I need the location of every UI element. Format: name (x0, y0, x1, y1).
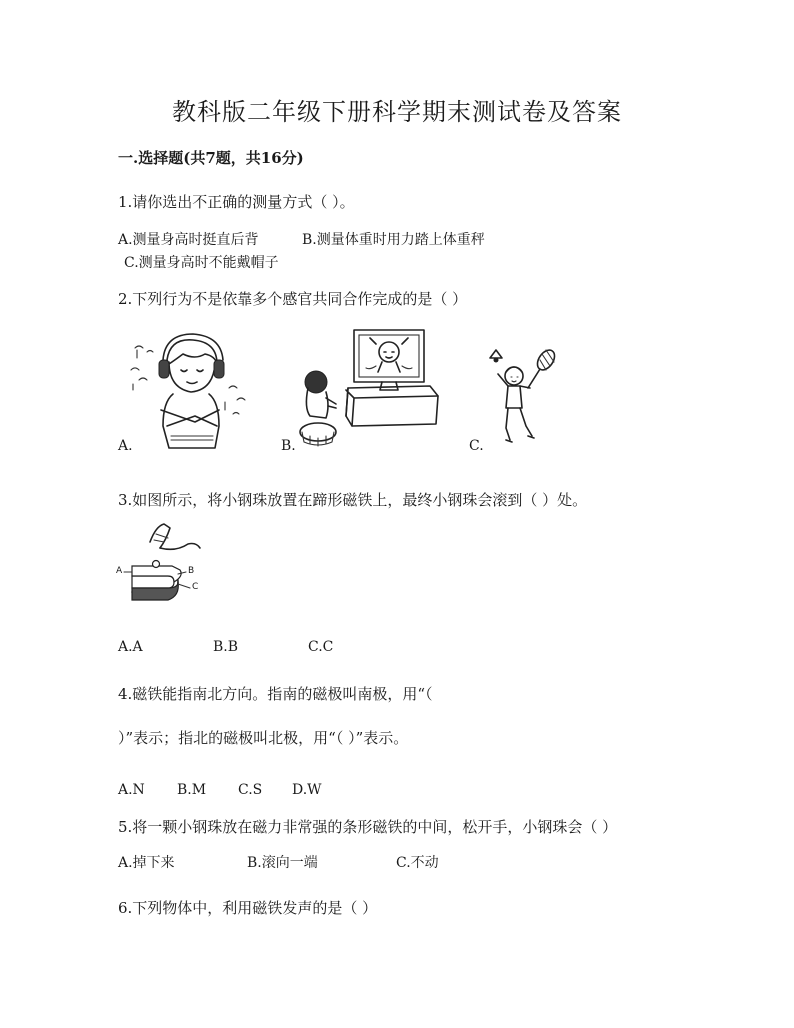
question-3-text: 3.如图所示，将小钢珠放置在蹄形磁铁上，最终小钢珠会滚到（ ）处。 (118, 491, 588, 509)
section-heading: 一.选择题(共7题，共16分) (118, 149, 304, 167)
question-4-option-a: A.N (118, 782, 145, 798)
question-2-option-c: C. (469, 438, 484, 454)
question-5-option-b: B.滚向一端 (247, 855, 318, 871)
question-5-text: 5.将一颗小钢珠放在磁力非常强的条形磁铁的中间，松开手，小钢珠会（ ） (118, 818, 618, 836)
question-1-option-a: A.测量身高时挺直后背 (118, 232, 259, 248)
question-2-text: 2.下列行为不是依靠多个感官共同合作完成的是（ ） (118, 290, 468, 308)
question-4-text-line-1: 4.磁铁能指南北方向。指南的磁极叫南极，用“（ (118, 685, 433, 703)
horseshoe-magnet-with-steel-ball-diagram (116, 520, 216, 612)
magnet-point-a-label: A (116, 566, 123, 576)
question-2-option-a: A. (118, 438, 133, 454)
question-5-option-c: C.不动 (396, 855, 439, 871)
exam-title: 教科版二年级下册科学期末测试卷及答案 (172, 98, 622, 126)
question-5-option-a: A.掉下来 (118, 855, 175, 871)
question-4-option-b: B.M (177, 782, 207, 798)
question-4-text-line-2: ）”表示；指北的磁极叫北极，用“（ ）”表示。 (118, 729, 409, 747)
child-watching-tv-illustration (296, 326, 438, 450)
question-4-option-c: C.S (238, 782, 263, 798)
girl-playing-badminton-illustration (484, 344, 564, 450)
magnet-point-c-label: C (192, 582, 199, 592)
question-3-option-b: B.B (213, 639, 239, 655)
question-6-text: 6.下列物体中，利用磁铁发声的是（ ） (118, 899, 378, 917)
question-3-option-c: C.C (308, 639, 334, 655)
boy-listening-headphones-illustration (125, 330, 250, 452)
question-1-text: 1.请你选出不正确的测量方式（ ）。 (118, 193, 355, 211)
magnet-point-b-label: B (188, 566, 195, 576)
question-4-option-d: D.W (292, 782, 322, 798)
question-1-option-b: B.测量体重时用力踏上体重秤 (302, 232, 485, 248)
question-2-option-b: B. (281, 438, 296, 454)
question-1-option-c: C.测量身高时不能戴帽子 (124, 255, 279, 271)
question-3-option-a: A.A (118, 639, 143, 655)
